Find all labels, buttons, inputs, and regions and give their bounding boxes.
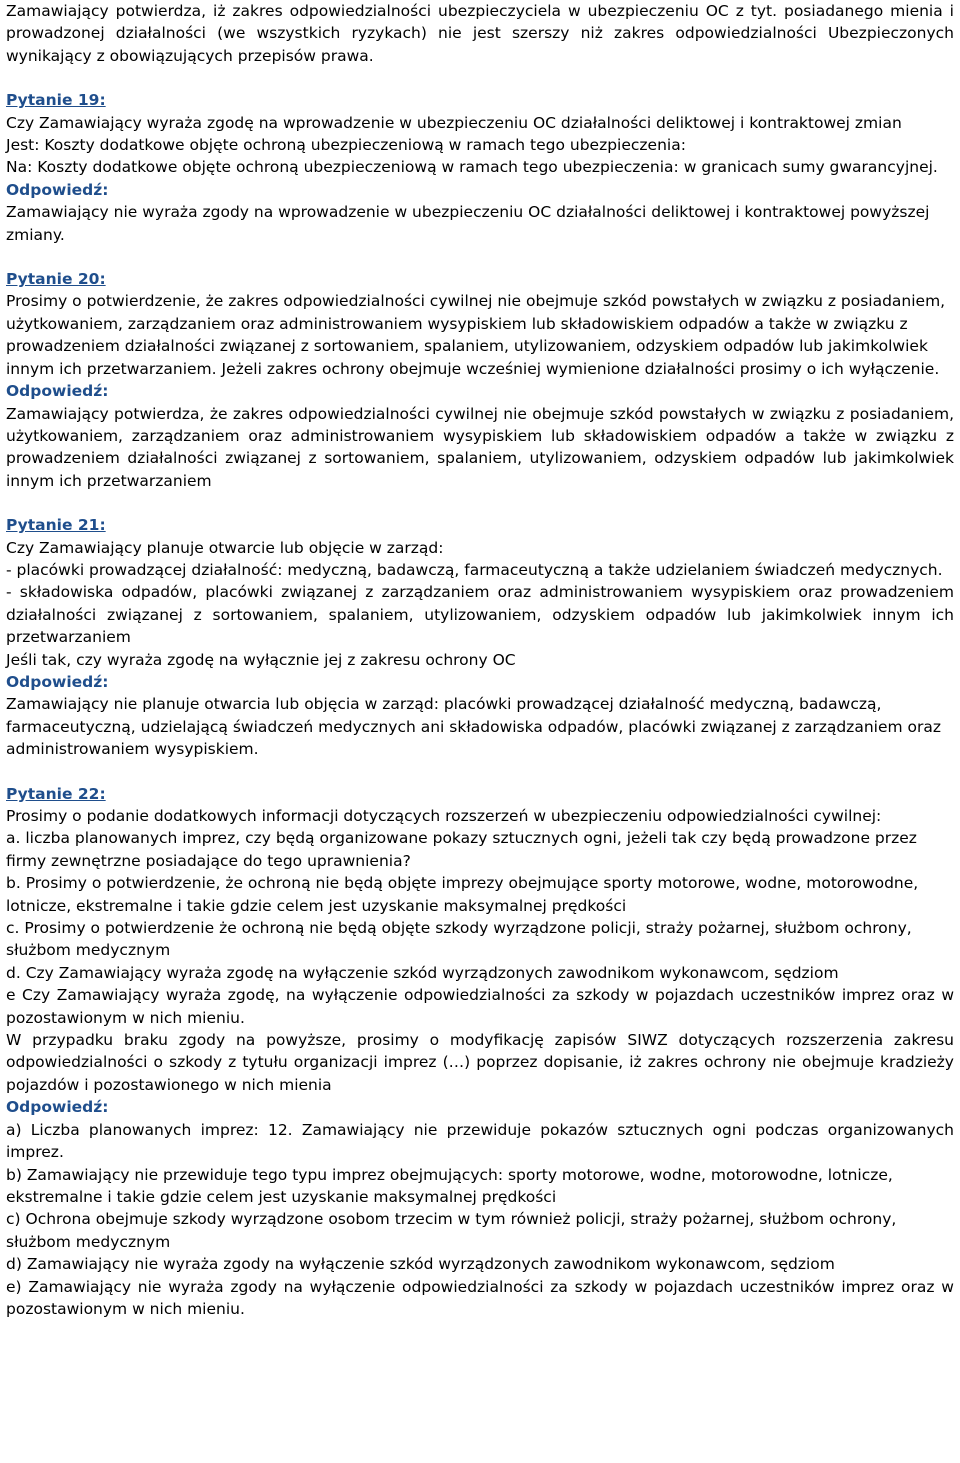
- question-text: Czy Zamawiający planuje otwarcie lub objęcie w zarząd:: [6, 538, 444, 557]
- question-title: Pytanie 21:: [6, 516, 106, 535]
- answer-text: b) Zamawiający nie przewiduje tego typu imprez obejmujących: sporty motorowe, wodne, motorowodne, lotnicze, ekstremalne i takie gdzie celem jest uzyskanie maksymalnej prędkości: [6, 1165, 893, 1206]
- answer-text: a) Liczba planowanych imprez: 12. Zamawiający nie przewiduje pokazów sztucznych ogni podczas organizowanych imprez.: [6, 1120, 954, 1162]
- answer-label: Odpowiedź:: [6, 1098, 109, 1117]
- question-20: [6, 268, 954, 492]
- question-text: e Czy Zamawiający wyraża zgodę, na wyłączenie odpowiedzialności za szkody w pojazdach uczestników imprez oraz w pozostawionym w nich mieniu.: [6, 986, 954, 1027]
- answer-text: d) Zamawiający nie wyraża zgody na wyłączenie szkód wyrządzonych zawodnikom wykonawcom, sędziom: [6, 1255, 835, 1274]
- answer-label: Odpowiedź:: [6, 180, 109, 199]
- answer-text: Zamawiający potwierdza, że zakres odpowiedzialności cywilnej nie obejmuje szkód powstałych w związku z posiadaniem, użytkowaniem, zarządzaniem oraz administrowaniem wysypiskiem lub składowiskiem odpadów a także w związku z prowadzeniem działalności związanej z sortowaniem, spalaniem, utylizowaniem, odzyskiem odpadów lub jakimkolwiek innym ich przetwarzaniem: [6, 404, 954, 490]
- answer-label: Odpowiedź:: [6, 382, 109, 401]
- question-text: W przypadku braku zgody na powyższe, prosimy o modyfikację zapisów SIWZ dotyczących rozszerzenia zakresu odpowiedzialności o szkody z tytułu organizacji imprez (…) poprzez dopisanie, iż zakres ochrony nie obejmuje kradzieży pojazdów i pozostawionego w nich mienia: [6, 1031, 954, 1094]
- answer-text: e) Zamawiający nie wyraża zgody na wyłączenie odpowiedzialności za szkody w pojazdach uczestników imprez oraz w pozostawionym w nich mieniu.: [6, 1277, 954, 1318]
- question-title: Pytanie 19:: [6, 91, 106, 110]
- question-text: Prosimy o podanie dodatkowych informacji dotyczących rozszerzeń w ubezpieczeniu odpowiedzialności cywilnej:: [6, 807, 882, 825]
- question-text: b. Prosimy o potwierdzenie, że ochroną nie będą objęte imprezy obejmujące sporty motorowe, wodne, motorowodne, lotnicze, ekstremalne i takie gdzie celem jest uzyskanie maksymalnej prędkości: [6, 874, 919, 915]
- question-text: Na: Koszty dodatkowe objęte ochroną ubezpieczeniową w ramach tego ubezpieczenia: w granicach sumy gwarancyjnej.: [6, 158, 938, 177]
- question-text: Prosimy o potwierdzenie, że zakres odpowiedzialności cywilnej nie obejmuje szkód powstałych w związku z posiadaniem, użytkowaniem, zarządzaniem oraz administrowaniem wysypiskiem lub składowiskiem odpadów a także w związku z prowadzeniem działalności związanej z sortowaniem, spalaniem, utylizowaniem, odzyskiem odpadów lub jakimkolwiek innym ich przetwarzaniem. Jeżeli zakres ochrony obejmuje wcześniej wymienione działalności prosimy o ich wyłączenie.: [6, 292, 946, 378]
- answer-text: c) Ochrona obejmuje szkody wyrządzone osobom trzecim w tym również policji, straży pożarnej, służbom ochrony, służbom medycznym: [6, 1210, 897, 1251]
- answer-label: Odpowiedź:: [6, 672, 109, 691]
- question-text: Czy Zamawiający wyraża zgodę na wprowadzenie w ubezpieczeniu OC działalności deliktowej i kontraktowej zmian: [6, 113, 902, 132]
- answer-text: Zamawiający nie planuje otwarcia lub objęcia w zarząd: placówki prowadzącej działalność medyczną, badawczą, farmaceutyczną, udzielającą świadczeń medycznych ani składowiska odpadów, placówki związanej z zarządzaniem oraz administrowaniem wysypiskiem.: [6, 695, 942, 759]
- question-text: Jeśli tak, czy wyraża zgodę na wyłącznie jej z zakresu ochrony OC: [6, 650, 516, 669]
- question-21: [6, 514, 954, 760]
- question-text: Jest: Koszty dodatkowe objęte ochroną ubezpieczeniową w ramach tego ubezpieczenia:: [6, 136, 686, 155]
- question-22: [6, 783, 954, 1321]
- question-title: Pytanie 22:: [6, 784, 106, 803]
- question-text: - składowiska odpadów, placówki związanej z zarządzaniem oraz administrowaniem wysypiskiem oraz prowadzeniem działalności związanej z sortowaniem, spalaniem, utylizowaniem, odzyskiem odpadów lub jakimkolwiek innym ich przetwarzaniem: [6, 583, 954, 647]
- question-title: Pytanie 20:: [6, 270, 106, 289]
- question-19: [6, 89, 954, 246]
- question-text: - placówki prowadzącej działalność: medyczną, badawczą, farmaceutyczną a także udzielaniem świadczeń medycznych.: [6, 560, 943, 579]
- question-text: a. liczba planowanych imprez, czy będą organizowane pokazy sztucznych ogni, jeżeli tak czy będą prowadzone przez firmy zewnętrzne posiadające do tego uprawnienia?: [6, 829, 917, 870]
- answer-text: Zamawiający nie wyraża zgody na wprowadzenie w ubezpieczeniu OC działalności deliktowej i kontraktowej powyższej zmiany.: [6, 203, 930, 244]
- question-text: d. Czy Zamawiający wyraża zgodę na wyłączenie szkód wyrządzonych zawodnikom wykonawcom, sędziom: [6, 963, 839, 982]
- intro-paragraph: Zamawiający potwierdza, iż zakres odpowiedzialności ubezpieczyciela w ubezpieczeniu OC z tyt. posiadanego mienia i prowadzonej działalności (we wszystkich ryzykach) nie jest szerszy niż zakres odpowiedzialności Ubezpieczonych wynikający z obowiązujących przepisów prawa.: [6, 2, 954, 65]
- question-text: c. Prosimy o potwierdzenie że ochroną nie będą objęte szkody wyrządzone policji, straży pożarnej, służbom ochrony, służbom medycznym: [6, 919, 912, 960]
